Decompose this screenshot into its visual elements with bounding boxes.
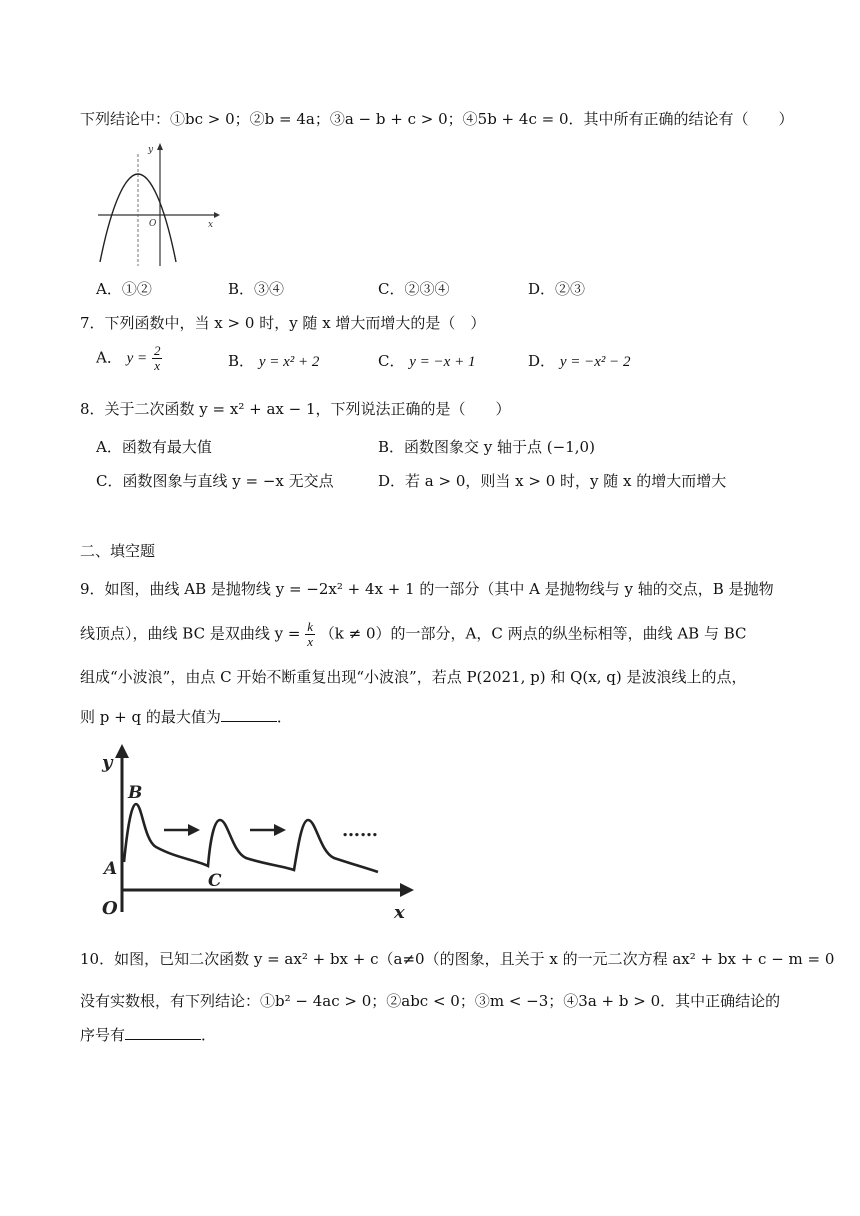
q6-stem: 下列结论中：①bc > 0；②b = 4a；③a − b + c > 0；④5b + 4c = 0．其中所有正确的结论有（ ）: [80, 110, 794, 128]
q10-line-1: 10．如图，已知二次函数 y = ax² + bx + c（a≠0（的图象，且关于 x 的一元二次方程 ax² + bx + c − m = 0: [80, 950, 835, 968]
q10-line-2: 没有实数根，有下列结论：①b² − 4ac > 0；②abc < 0；③m < −3；④3a + b > 0．其中正确结论的: [80, 992, 781, 1010]
q9-figure-c-label: C: [208, 871, 222, 891]
q9-figure-y-label: y: [102, 752, 113, 773]
q9-figure-a-label: A: [104, 859, 118, 879]
q9-line-2: 线顶点），曲线 BC 是双曲线 y = $\frac{k}{x}$ （k ≠ 0）的一部分，A，C 两点的纵坐标相等，曲线 AB 与 BC: [80, 619, 747, 649]
q9-wave-figure: [96, 742, 436, 922]
q8-option-d: D．若 a > 0，则当 x > 0 时，y 随 x 的增大而增大: [378, 472, 727, 490]
q9-figure-dots: ……: [342, 820, 378, 841]
q8-option-a: A．函数有最大值: [96, 438, 212, 456]
q7-option-d: D． y = −x² − 2: [528, 352, 631, 370]
q6-option-b: B．③④: [228, 280, 285, 298]
q8-option-c: C．函数图象与直线 y = −x 无交点: [96, 472, 334, 490]
q10-line-3: 序号有 ．: [80, 1026, 217, 1044]
q9-figure-x-label: x: [394, 902, 405, 922]
q6-graph-x-label: x: [208, 220, 214, 230]
q8-stem: 8．关于二次函数 y = x² + ax − 1，下列说法正确的是（ ）: [80, 400, 511, 418]
q9-line-1: 9．如图，曲线 AB 是抛物线 y = −2x² + 4x + 1 的一部分（其中 A 是抛物线与 y 轴的交点，B 是抛物: [80, 580, 774, 598]
q9-figure-origin-label: O: [102, 898, 118, 919]
q9-line-3: 组成“小波浪”，由点 C 开始不断重复出现“小波浪”，若点 P(2021, p) 和 Q(x, q) 是波浪线上的点，: [80, 668, 747, 686]
q8-option-b: B．函数图象交 y 轴于点 (−1,0): [378, 438, 595, 456]
q6-graph-y-label: y: [148, 145, 154, 155]
q9-line-4: 则 p + q 的最大值为 ．: [80, 708, 292, 726]
q9-figure-b-label: B: [128, 783, 143, 803]
q6-graph-origin-label: O: [149, 219, 157, 229]
q6-option-d: D．②③: [528, 280, 586, 298]
q7-option-c: C． y = −x + 1: [378, 352, 476, 370]
q6-option-a: A．①②: [96, 280, 152, 298]
q7-stem: 7．下列函数中，当 x > 0 时，y 随 x 增大而增大的是（ ）: [80, 314, 486, 332]
q7-option-a: A． y = $\frac{2}{x}$: [96, 343, 161, 373]
section-title: 二、填空题: [80, 542, 156, 560]
q7-option-b: B． y = x² + 2: [228, 352, 320, 370]
q6-option-c: C．②③④: [378, 280, 450, 298]
q6-parabola-graph: [92, 142, 222, 272]
